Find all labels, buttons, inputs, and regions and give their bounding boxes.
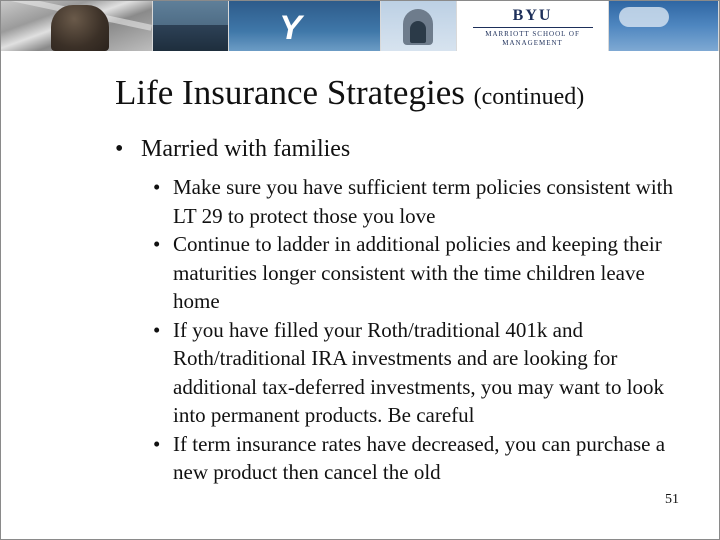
header-banner [1, 1, 719, 51]
page-number: 51 [665, 492, 679, 507]
bell-photo [381, 1, 457, 51]
sub-bullet-item: • Make sure you have sufficient term policies consistent with LT 29 to protect those you love [153, 173, 673, 230]
title-main: Life Insurance Strategies [115, 73, 465, 112]
sub-bullet-list [153, 173, 673, 487]
slide-title [115, 71, 584, 119]
landscape-photo [153, 1, 229, 51]
bullet-list [115, 133, 350, 165]
y-mountain-photo: Y [229, 1, 381, 51]
sky-photo [609, 1, 719, 51]
statue-photo [1, 1, 153, 51]
byu-logo [457, 1, 609, 51]
sub-bullet-item: • If term insurance rates have decreased, you can purchase a new product then cancel the old [153, 430, 673, 487]
logo-text: BYU [512, 7, 553, 24]
title-suffix: (continued) [473, 84, 585, 110]
sub-bullet-item: • If you have filled your Roth/traditional 401k and Roth/traditional IRA investments and are looking for additional tax-deferred investments, you may want to look into permanent products. Be careful [153, 316, 673, 430]
bullet-item: • Married with families [115, 133, 350, 165]
sub-bullet-item: • Continue to ladder in additional policies and keeping their maturities longer consistent with the time children leave home [153, 230, 673, 316]
logo-subtext: MARRIOTT SCHOOL OF MANAGEMENT [485, 30, 580, 47]
